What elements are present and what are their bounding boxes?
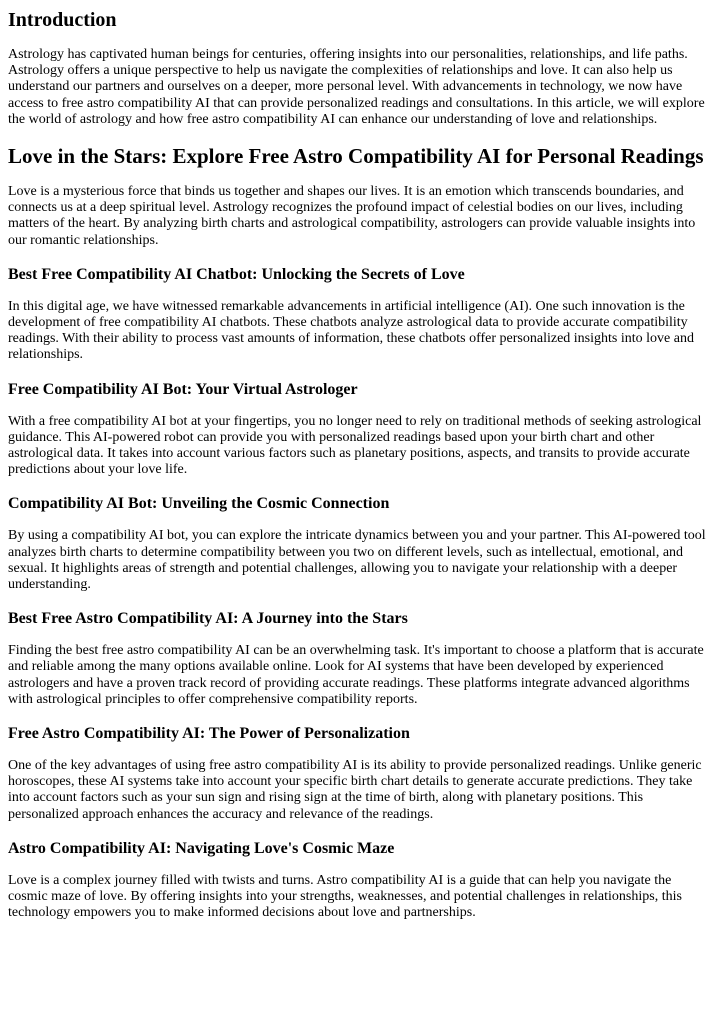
main-paragraph: Love is a mysterious force that binds us together and shapes our lives. It is an emotion which transcends boundaries, and connects us at a deep spiritual level. Astrology recognizes the profound impact of celestial bodies on our lives, including matters of the heart. By analyzing birth charts and astrological compatibility, astrologers can provide valuable insights into our romantic relationships.	[8, 184, 696, 248]
section-paragraph-journey-stars: Finding the best free astro compatibility AI can be an overwhelming task. It's important to choose a platform that is accurate and reliable among the many options available online. Look for AI systems that have been developed by experienced astrologers and have a proven track record of providing accurate readings. These platforms integrate advanced algorithms with astrological principles to offer comprehensive compatibility reports.	[8, 643, 704, 707]
intro-paragraph: Astrology has captivated human beings for centuries, offering insights into our personalities, relationships, and life paths. Astrology offers a unique perspective to help us navigate the complexities of relationships and love. It can also help us understand our partners and ourselves on a deeper, more personal level. With advancements in technology, we now have access to free astro compatibility AI that can provide personalized readings and consultations. In this article, we will explore the world of astrology and how free astro compatibility AI can enhance our understanding of love and relationships.	[8, 47, 705, 127]
section-heading-cosmic-maze: Astro Compatibility AI: Navigating Love's Cosmic Maze	[8, 839, 395, 857]
section-paragraph-chatbot: In this digital age, we have witnessed remarkable advancements in artificial intelligence (AI). One such innovation is the development of free compatibility AI chatbots. These chatbots analyze astrological data to provide accurate compatibility readings. With their ability to process vast amounts of information, these chatbots offer personalized insights into love and relationships.	[8, 298, 694, 363]
section-heading-cosmic-connection: Compatibility AI Bot: Unveiling the Cosmic Connection	[8, 495, 390, 513]
section-paragraph-virtual-astrologer: With a free compatibility AI bot at your fingertips, you no longer need to rely on traditional methods of seeking astrological guidance. This AI-powered robot can provide you with personalized readings based upon your birth chart and other astrological data. It takes into account various factors such as planetary positions, aspects, and transits to provide accurate predictions about your love life.	[8, 413, 702, 478]
section-heading-journey-stars: Best Free Astro Compatibility AI: A Journey into the Stars	[8, 610, 408, 628]
section-paragraph-cosmic-connection: By using a compatibility AI bot, you can explore the intricate dynamics between you and your partner. This AI-powered tool analyzes birth charts to determine compatibility between you two on different levels, such as intellectual, emotional, and sexual. It highlights areas of strength and potential challenges, allowing you to navigate your relationship with a deeper understanding.	[8, 528, 706, 593]
intro-heading: Introduction	[8, 9, 117, 31]
section-heading-virtual-astrologer: Free Compatibility AI Bot: Your Virtual Astrologer	[8, 380, 358, 398]
section-paragraph-cosmic-maze: Love is a complex journey filled with twists and turns. Astro compatibility AI is a guide that can help you navigate the cosmic maze of love. By offering insights into your strengths, weaknesses, and potential challenges in relationships, this technology empowers you to make informed decisions about love and partnerships.	[8, 872, 682, 921]
article	[0, 9, 720, 922]
section-heading-personalization: Free Astro Compatibility AI: The Power of Personalization	[8, 725, 410, 743]
section-paragraph-personalization: One of the key advantages of using free astro compatibility AI is its ability to provide personalized readings. Unlike generic horoscopes, these AI systems take into account your specific birth chart details to generate accurate predictions. They take into account factors such as your sun sign and rising sign at the time of birth, along with planetary positions. This personalized approach enhances the accuracy and relevance of the readings.	[8, 758, 702, 822]
section-heading-chatbot: Best Free Compatibility AI Chatbot: Unlocking the Secrets of Love	[8, 265, 465, 283]
main-heading: Love in the Stars: Explore Free Astro Compatibility AI for Personal Readings	[8, 144, 704, 169]
